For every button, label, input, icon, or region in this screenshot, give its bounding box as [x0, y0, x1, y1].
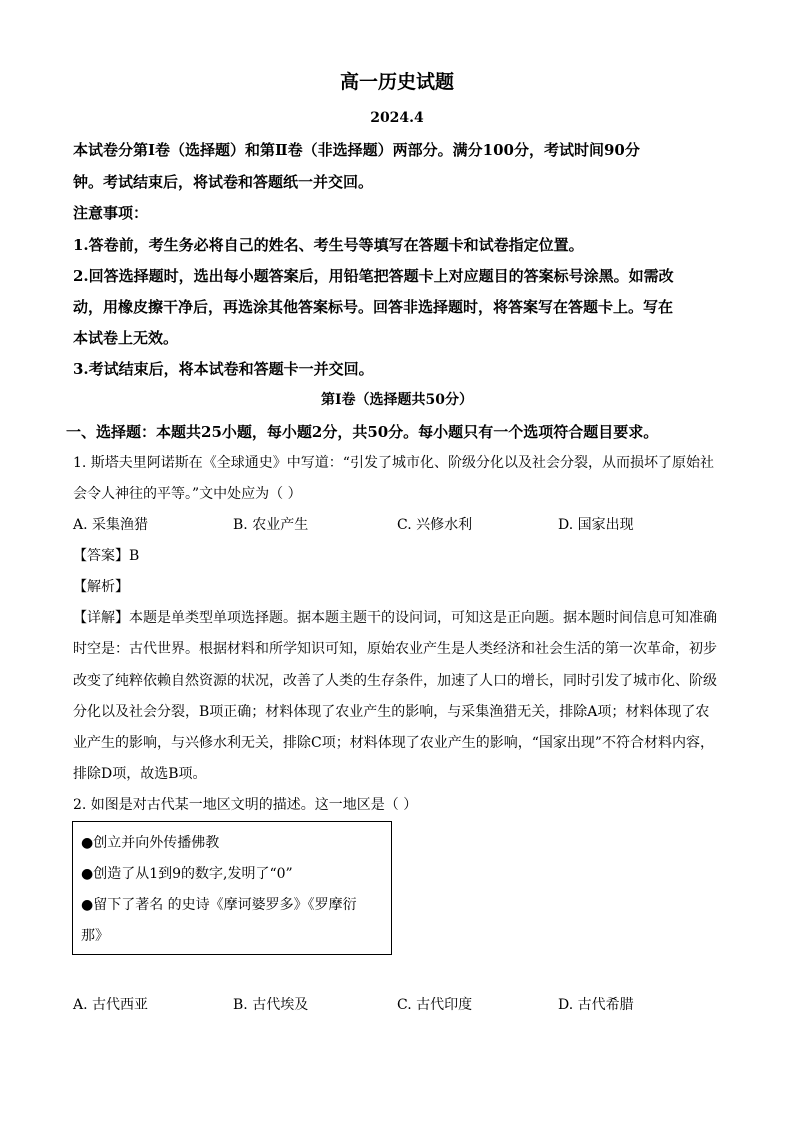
detail-line-6: 排除D项，故选B项。 [73, 766, 207, 782]
notes-item-2-line-2: 动，用橡皮擦干净后，再选涂其他答案标号。回答非选择题时，将答案写在答题卡上。写在 [73, 298, 674, 316]
exam-title: 高一历史试题 [339, 71, 454, 93]
notes-item-1: 1.答卷前，考生务必将自己的姓名、考生号等填写在答题卡和试卷指定位置。 [73, 236, 584, 254]
detail-line-3: 改变了纯粹依赖自然资源的状况，改善了人类的生存条件，加速了人口的增长，同时引发了城市化、阶级 [73, 673, 717, 689]
material-line-4: 那》 [81, 928, 109, 944]
question-2-stem: 2. 如图是对古代某一地区文明的描述。这一地区是（ ） [73, 797, 418, 813]
exam-date: 2024.4 [370, 110, 424, 126]
question-1-line-1: 1. 斯塔夫里阿诺斯在《全球通史》中写道：“引发了城市化、阶级分化以及社会分裂，从而损坏了原始社 [73, 455, 714, 471]
answer-tag: 【答案】B [73, 548, 140, 564]
detail-line-4: 分化以及社会分裂，B项正确；材料体现了农业产生的影响，与采集渔猎无关，排除A项；材料体现了农 [73, 704, 710, 720]
notes-item-3: 3.考试结束后，将本试卷和答题卡一并交回。 [73, 360, 374, 378]
notes-heading: 注意事项： [73, 204, 149, 222]
volume-title: 第Ⅰ卷（选择题共50分） [320, 392, 474, 408]
question-1-line-2: 会令人神往的平等。”文中处应为（ ） [73, 486, 302, 502]
question-2-option-b: B. 古代埃及 [233, 997, 309, 1013]
part-title: 一、选择题：本题共25小题，每小题2分，共50分。每小题只有一个选项符合题目要求。 [66, 423, 659, 441]
question-1-option-a: A. 采集渔猎 [73, 517, 149, 533]
detail-line-5: 业产生的影响，与兴修水利无关，排除C项；材料体现了农业产生的影响，“国家出现”不符合材料内容， [73, 735, 715, 751]
material-line-1: ●创立并向外传播佛教 [81, 835, 220, 851]
material-line-2: ●创造了从1到9的数字,发明了“0” [81, 866, 293, 882]
analysis-tag: 【解析】 [73, 579, 129, 595]
notes-item-2-line-1: 2.回答选择题时，选出每小题答案后，用铅笔把答题卡上对应题目的答案标号涂黑。如需改 [73, 267, 674, 285]
material-line-3: ●留下了著名 的史诗《摩诃婆罗多》《罗摩衍 [81, 897, 357, 913]
question-1-option-d: D. 国家出现 [558, 517, 634, 533]
question-1-option-b: B. 农业产生 [233, 517, 309, 533]
question-2-option-c: C. 古代印度 [397, 997, 473, 1013]
question-2-material-box [72, 821, 392, 955]
intro-line-1: 本试卷分第Ⅰ卷（选择题）和第Ⅱ卷（非选择题）两部分。满分100分，考试时间90分 [73, 141, 640, 159]
intro-line-2: 钟。考试结束后，将试卷和答题纸一并交回。 [73, 173, 374, 191]
notes-item-2-line-3: 本试卷上无效。 [73, 329, 179, 347]
question-2-option-d: D. 古代希腊 [558, 997, 634, 1013]
detail-line-1: 【详解】本题是单类型单项选择题。据本题主题干的设问词，可知这是正向题。据本题时间信息可知准确 [73, 610, 717, 626]
question-1-option-c: C. 兴修水利 [397, 517, 473, 533]
detail-line-2: 时空是：古代世界。根据材料和所学知识可知，原始农业产生是人类经济和社会生活的第一次革命，初步 [73, 641, 717, 657]
question-2-option-a: A. 古代西亚 [73, 997, 149, 1013]
